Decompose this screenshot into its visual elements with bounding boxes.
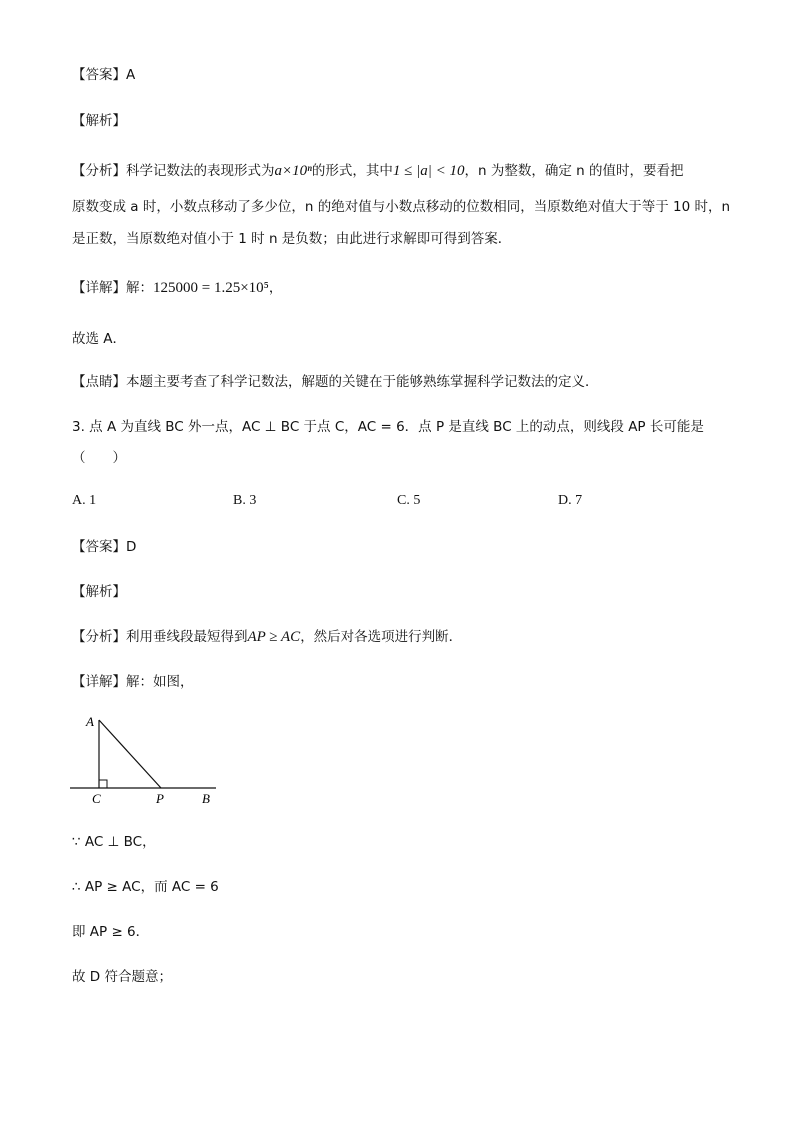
q3-answer-line: [72, 537, 136, 557]
q3-detail-text: 解：如图，: [126, 674, 194, 690]
option-b: B. 3: [233, 493, 257, 508]
fenxi-text-b: 的形式，其中: [311, 163, 393, 179]
option-a: A. 1: [72, 493, 97, 508]
geometry-figure: [66, 708, 226, 808]
detail-text: 解：: [126, 280, 153, 296]
detail-line: [72, 278, 282, 298]
label-a: A: [86, 714, 94, 729]
step-1: ∵ AC ⊥ BC，: [72, 834, 156, 850]
fenxi-line-2: 原数变成 a 时，小数点移动了多少位，n 的绝对值与小数点移动的位数相同，当原数绝对值大于等于 10 时，n: [72, 199, 731, 215]
comment-label: 【点睛】: [72, 374, 126, 390]
q3-fenxi-line: [72, 627, 462, 647]
abs-inequality: 1 ≤ |a| < 10: [392, 163, 465, 179]
detail-expr: 125000 = 1.25×10⁵: [153, 280, 269, 296]
q3-stem-line-2: （ ）: [72, 450, 126, 466]
detail-label: 【详解】: [72, 280, 126, 296]
q3-fenxi-text-b: ，然后对各选项进行判断．: [300, 629, 463, 645]
q3-stem-line-1: 3. 点 A 为直线 BC 外一点，AC ⊥ BC 于点 C，AC = 6．点 P 是直线 BC 上的动点，则线段 AP 长可能是: [72, 419, 704, 435]
q3-analysis-label: 【解析】: [72, 584, 126, 600]
detail-end: ，: [268, 280, 283, 296]
answer-value: A: [126, 67, 136, 83]
q3-answer-value: D: [126, 539, 137, 555]
comment-text: 本题主要考查了科学记数法，解题的关键在于能够熟练掌握科学记数法的定义．: [126, 374, 599, 390]
fenxi-line-3: 是正数，当原数绝对值小于 1 时 n 是负数；由此进行求解即可得到答案．: [72, 231, 512, 247]
analysis-label: 【解析】: [72, 113, 126, 129]
option-d: D. 7: [558, 493, 583, 508]
sci-notation-expr: a×10ⁿ: [274, 163, 312, 179]
label-p: P: [156, 791, 164, 806]
answer-label: 【答案】: [72, 67, 126, 83]
step-4: 故 D 符合题意；: [72, 969, 172, 985]
step-3: 即 AP ≥ 6．: [72, 924, 150, 940]
segment-ap: [99, 720, 161, 788]
fenxi-text-a: 科学记数法的表现形式为: [126, 163, 275, 179]
q3-fenxi-label: 【分析】: [72, 629, 126, 645]
fenxi-text-c: ，n 为整数，确定 n 的值时，要看把: [464, 163, 684, 179]
q3-detail-line: [72, 672, 194, 692]
step-2: ∴ AP ≥ AC，而 AC = 6: [72, 879, 219, 895]
fenxi-line-1: [72, 161, 683, 181]
label-c: C: [92, 791, 101, 806]
q3-answer-label: 【答案】: [72, 539, 126, 555]
q3-detail-label: 【详解】: [72, 674, 126, 690]
choose-line: 故选 A．: [72, 331, 127, 347]
label-b: B: [202, 791, 210, 806]
fenxi-label: 【分析】: [72, 163, 126, 179]
answer-line: [72, 65, 135, 85]
q3-fenxi-expr: AP ≥ AC: [247, 629, 301, 645]
comment-line: [72, 372, 599, 392]
option-c: C. 5: [397, 493, 421, 508]
right-angle-mark: [99, 780, 107, 788]
q3-fenxi-text-a: 利用垂线段最短得到: [126, 629, 248, 645]
